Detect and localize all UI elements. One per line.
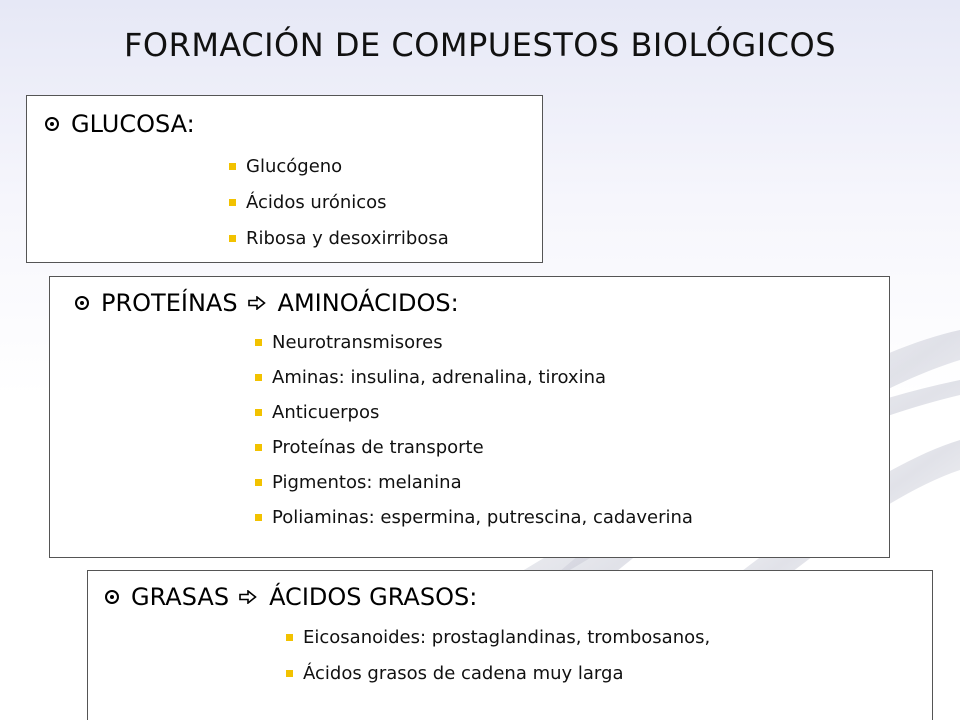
square-bullet-icon (229, 235, 236, 242)
square-bullet-icon (255, 479, 262, 486)
square-bullet-icon (286, 634, 293, 641)
section-grasas (87, 570, 933, 720)
section-heading-label: GLUCOSA: (71, 110, 195, 138)
list-item (255, 465, 693, 500)
circle-dot-icon (45, 117, 59, 131)
list-item-label: Glucógeno (246, 155, 343, 177)
section-proteinas (49, 276, 890, 558)
slide-title: FORMACIÓN DE COMPUESTOS BIOLÓGICOS (123, 26, 836, 64)
list-item (286, 655, 710, 691)
list-item (255, 360, 693, 395)
square-bullet-icon (286, 670, 293, 677)
circle-dot-icon (75, 296, 89, 310)
list-item-label: Poliaminas: espermina, putrescina, cadaverina (272, 507, 693, 528)
square-bullet-icon (255, 444, 262, 451)
list-item-label: Proteínas de transporte (272, 437, 484, 458)
square-bullet-icon (255, 514, 262, 521)
list-item (255, 500, 693, 535)
list-item (255, 430, 693, 465)
list-item (255, 325, 693, 360)
list-item-label: Eicosanoides: prostaglandinas, trombosanos, (303, 626, 711, 648)
square-bullet-icon (255, 339, 262, 346)
list-item (229, 148, 449, 184)
list-item-label: Aminas: insulina, adrenalina, tiroxina (272, 367, 607, 388)
list-item-label: Anticuerpos (272, 402, 380, 423)
section-item-list (255, 325, 693, 535)
list-item-label: Neurotransmisores (272, 332, 443, 353)
section-heading (45, 110, 195, 138)
list-item-label: Pigmentos: melanina (272, 472, 462, 493)
section-heading-label: GRASAS (131, 583, 230, 611)
list-item (229, 220, 449, 256)
section-heading-target: ÁCIDOS GRASOS: (269, 583, 478, 611)
section-heading-label: PROTEÍNAS (101, 289, 238, 317)
hollow-right-arrow-icon (239, 590, 257, 604)
section-heading (105, 583, 477, 611)
list-item (286, 619, 710, 655)
circle-dot-icon (105, 590, 119, 604)
list-item-label: Ácidos grasos de cadena muy larga (303, 662, 624, 684)
square-bullet-icon (229, 199, 236, 206)
list-item (229, 184, 449, 220)
section-heading (75, 289, 459, 317)
square-bullet-icon (255, 409, 262, 416)
section-item-list (229, 148, 449, 256)
section-glucosa (26, 95, 543, 263)
section-item-list (286, 619, 710, 691)
list-item (255, 395, 693, 430)
square-bullet-icon (229, 163, 236, 170)
square-bullet-icon (255, 374, 262, 381)
list-item-label: Ribosa y desoxirribosa (246, 227, 449, 249)
section-heading-target: AMINOÁCIDOS: (277, 289, 459, 317)
list-item-label: Ácidos urónicos (246, 191, 387, 213)
hollow-right-arrow-icon (248, 296, 266, 310)
